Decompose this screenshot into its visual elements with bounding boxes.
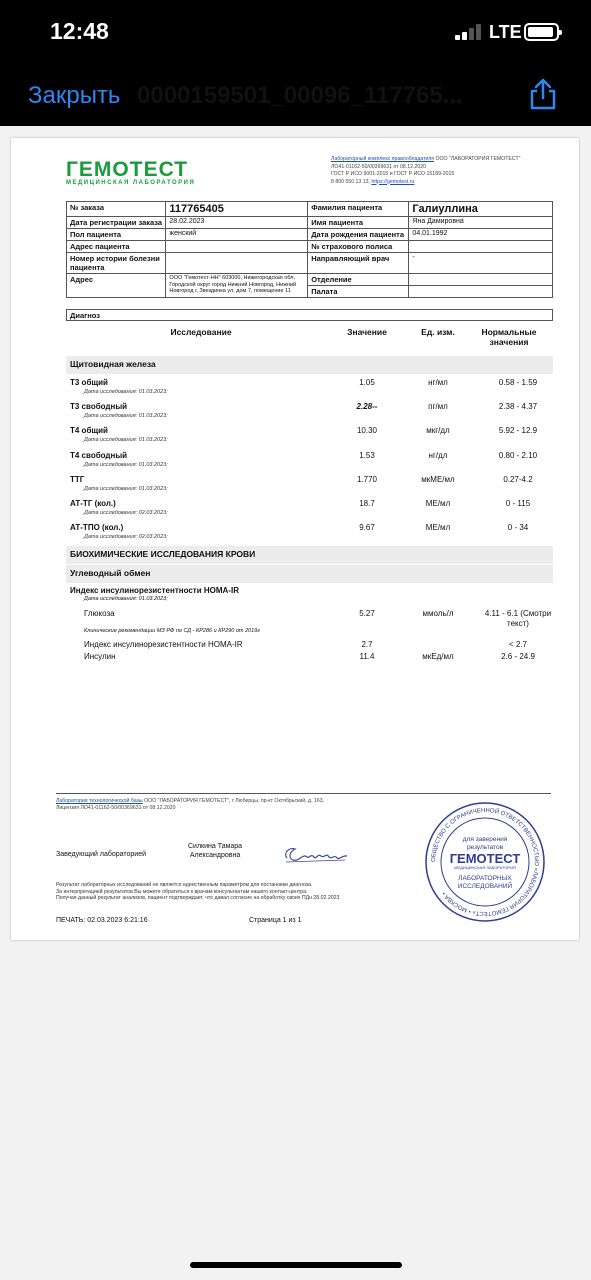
section-biochem: БИОХИМИЧЕСКИЕ ИССЛЕДОВАНИЯ КРОВИ xyxy=(66,546,553,564)
glucose-value: 5.27 xyxy=(359,609,375,618)
lab-link[interactable]: Лабораторный комплекс правообладателя xyxy=(331,156,435,162)
doctor-label: Направляющий врач xyxy=(308,253,409,274)
lab-license: ЛО41-01162-50/00369631 от 08.12.2020 xyxy=(331,163,426,170)
result-name: Т3 свободный xyxy=(70,402,128,412)
logo-subtext: МЕДИЦИНСКАЯ ЛАБОРАТОРИЯ xyxy=(66,180,196,186)
result-name: ТТГ xyxy=(70,474,85,484)
homa-title: Индекс инсулинорезистентности HOMA-IR xyxy=(70,586,239,595)
document-page xyxy=(11,138,579,940)
head-name xyxy=(188,842,242,860)
lab-site-link[interactable]: https://gemotest.ru xyxy=(371,178,415,185)
result-value: 1.05 xyxy=(359,378,375,387)
disclaimer-3: Получая данный результат анализов, пациент подтверждает, что давал согласие на обработку своих ПДн 28.02.2023 xyxy=(56,895,340,901)
result-value: 2.28-- xyxy=(356,402,378,412)
lab-stamp xyxy=(424,801,546,923)
result-norm: 2.38 - 4.37 xyxy=(498,402,538,412)
lab-name: ООО "ЛАБОРАТОРИЯ ГЕМОТЕСТ" xyxy=(434,156,521,162)
policy-label: № страхового полиса xyxy=(308,241,409,253)
result-date: Дата исследования: 01.03.2023; xyxy=(84,485,168,492)
patient-birth: 04.01.1992 xyxy=(409,229,553,241)
lab-info xyxy=(331,156,561,186)
result-date: Дата исследования: 01.03.2023; xyxy=(84,413,168,420)
result-date: Дата исследования: 02.03.2023; xyxy=(84,534,168,541)
result-date: Дата исследования: 01.03.2023; xyxy=(84,461,168,468)
document-viewer[interactable] xyxy=(0,126,591,1280)
result-unit: мкг/дл xyxy=(426,426,450,436)
homa-index-norm: < 2.7 xyxy=(508,640,527,649)
glucose-name: Глюкоза xyxy=(84,609,115,618)
result-name: Т3 общий xyxy=(70,378,108,387)
homa-index-name: Индекс инсулинорезистентности HOMA-IR xyxy=(84,640,243,649)
result-value: 1.770 xyxy=(356,474,378,484)
glucose-unit: ммоль/л xyxy=(422,609,454,618)
order-number: 117765405 xyxy=(166,202,308,217)
result-unit: МЕ/мл xyxy=(425,499,451,508)
insulin-unit: мкЕд/мл xyxy=(422,652,454,661)
tech-text: ООО "ЛАБОРАТОРИЯ ГЕМОТЕСТ", г Люберцы, пр-кт Октябрьский, д. 163, xyxy=(142,798,325,804)
disclaimer-1: Результат лабораторных исследований не является единственным параметром для постановки диагноза. xyxy=(56,882,313,888)
col-norm: Нормальные значения xyxy=(481,327,537,347)
footer-divider xyxy=(56,793,551,794)
homa-index-value: 2.7 xyxy=(361,640,373,649)
section-thyroid: Щитовидная железа xyxy=(66,356,553,374)
result-value: 10.30 xyxy=(356,426,378,436)
col-unit: Ед. изм. xyxy=(421,327,455,337)
close-button[interactable]: Закрыть xyxy=(28,82,121,109)
table-row xyxy=(70,378,555,402)
result-norm: 0.80 - 2.10 xyxy=(498,450,538,460)
result-value: 18.7 xyxy=(359,499,375,508)
tech-license: Лицензия ЛО41-01162-50/00369631 от 08.12.2020 xyxy=(56,805,176,811)
table-row xyxy=(70,426,555,450)
file-title: 0000159501_00096_117765... xyxy=(137,82,463,109)
diagnosis-row: Диагноз xyxy=(66,309,553,321)
order-label: № заказа xyxy=(67,202,166,217)
result-unit: нг/мл xyxy=(428,378,448,387)
table-row xyxy=(70,475,555,499)
print-date: ПЕЧАТЬ: 02.03.2023 6:21:16 xyxy=(56,917,148,924)
stamp-sub: МЕДИЦИНСКАЯ ЛАБОРАТОРИЯ xyxy=(454,865,516,870)
head-name-line1: Силкина Тамара xyxy=(188,843,243,850)
result-value: 9.67 xyxy=(359,523,375,533)
signal-icon xyxy=(455,24,483,40)
page-counter: Страница 1 из 1 xyxy=(249,917,302,924)
status-bar xyxy=(0,0,591,64)
col-test: Исследование xyxy=(170,327,232,337)
name-label: Имя пациента xyxy=(308,217,409,229)
result-name: АТ-ТГ (кол.) xyxy=(70,499,116,508)
result-norm: 5.92 - 12.9 xyxy=(498,426,538,436)
table-row xyxy=(70,499,555,523)
col-value: Значение xyxy=(347,327,387,337)
result-norm: 0.27-4.2 xyxy=(503,474,533,484)
result-date: Дата исследования: 01.03.2023; xyxy=(84,437,168,444)
section-carb: Углеводный обмен xyxy=(66,565,553,583)
ward-label: Палата xyxy=(308,286,409,298)
history-label: Номер истории болезни пациента xyxy=(67,253,166,274)
result-unit: пг/мл xyxy=(428,402,448,412)
insulin-norm: 2.6 - 24.9 xyxy=(501,652,535,661)
dept-label: Отделение xyxy=(308,274,409,286)
homa-date: Дата исследования: 01.03.2023; xyxy=(84,596,168,602)
reg-date-label: Дата регистрации заказа xyxy=(67,217,166,229)
stamp-ring-text: ОБЩЕСТВО С ОГРАНИЧЕННОЙ ОТВЕТСТВЕННОСТЬЮ «ЛАБОРАТОРИЯ ГЕМОТЕСТ» • МОСКВА • xyxy=(430,807,540,917)
stamp-line4: ИССЛЕДОВАНИЙ xyxy=(457,883,513,890)
gemotest-logo xyxy=(66,158,195,186)
patient-sex: женский xyxy=(166,229,308,241)
result-unit: нг/дл xyxy=(428,450,448,460)
result-unit: МЕ/мл xyxy=(425,523,451,533)
disclaimer xyxy=(56,882,416,902)
result-norm: 0 - 34 xyxy=(507,523,529,533)
result-value: 1.53 xyxy=(359,450,375,460)
status-time: 12:48 xyxy=(50,18,109,44)
battery-icon xyxy=(524,23,559,41)
network-label: LTE xyxy=(489,22,522,42)
patient-address-label: Адрес пациента xyxy=(67,241,166,253)
home-indicator[interactable] xyxy=(190,1262,402,1268)
result-norm: 0 - 115 xyxy=(505,499,531,508)
result-norm: 0.58 - 1.59 xyxy=(498,378,538,387)
lab-phone: 8 800 550 13 13, xyxy=(331,178,372,185)
homa-note: Клинические рекомендации МЗ РФ по СД - КР286 и КР290 от 2019г xyxy=(84,628,260,634)
insulin-value: 11.4 xyxy=(359,652,375,661)
disclaimer-2: За интерпретацией результатов Вы можете обратиться к врачам-консультантам нашего контакт-центра. xyxy=(56,888,308,895)
stamp-brand: ГЕМОТЕСТ xyxy=(449,851,521,866)
address-label: Адрес xyxy=(67,274,166,298)
head-name-line2: Александровна xyxy=(189,852,241,859)
nav-bar xyxy=(0,64,591,126)
address-value: ООО "Гемотест-НН" 603000, Нижегородская обл, Городской округ город Нижний Новгород, Нижний Новгород г, Звездинка ул, дом 7, помещение 11 xyxy=(166,274,308,298)
patient-name: Яна Дамировна xyxy=(409,217,553,229)
result-date: Дата исследования: 02.03.2023; xyxy=(84,510,168,516)
patient-surname: Галиуллина xyxy=(409,202,553,217)
stamp-line3: ЛАБОРАТОРНЫХ xyxy=(458,875,512,882)
signature-image xyxy=(281,843,351,865)
glucose-norm: 4.11 - 6.1 (Смотри текст) xyxy=(484,609,552,628)
lab-gost: ГОСТ Р ИСО 9001-2015 и ГОСТ Р ИСО 15189-2015 xyxy=(331,171,455,177)
head-title: Заведующий лабораторией xyxy=(56,851,146,858)
surname-label: Фамилия пациента xyxy=(308,202,409,217)
result-name: Т4 общий xyxy=(70,426,108,436)
result-unit: мкМЕ/мл xyxy=(421,474,455,484)
stamp-line1: для заверения xyxy=(462,836,508,843)
stamp-line2: результатов xyxy=(466,844,504,851)
result-date: Дата исследования: 01.03.2023; xyxy=(84,389,168,395)
logo-text: ГЕМОТЕСТ xyxy=(66,158,189,181)
share-icon[interactable] xyxy=(528,78,558,110)
footer-tech-info xyxy=(56,798,396,812)
table-row xyxy=(70,402,555,426)
insulin-name: Инсулин xyxy=(84,652,116,661)
sex-label: Пол пациента xyxy=(67,229,166,241)
doctor-value: - xyxy=(409,253,553,274)
table-row xyxy=(70,523,555,547)
result-name: АТ-ТПО (кол.) xyxy=(70,523,124,533)
patient-info-table xyxy=(66,201,553,298)
reg-date: 28.02.2023 xyxy=(166,217,308,229)
result-name: Т4 свободный xyxy=(70,450,128,460)
tech-link[interactable]: Лаборатория технологической базы xyxy=(56,798,143,804)
table-row xyxy=(70,451,555,475)
birth-label: Дата рождения пациента xyxy=(308,229,409,241)
